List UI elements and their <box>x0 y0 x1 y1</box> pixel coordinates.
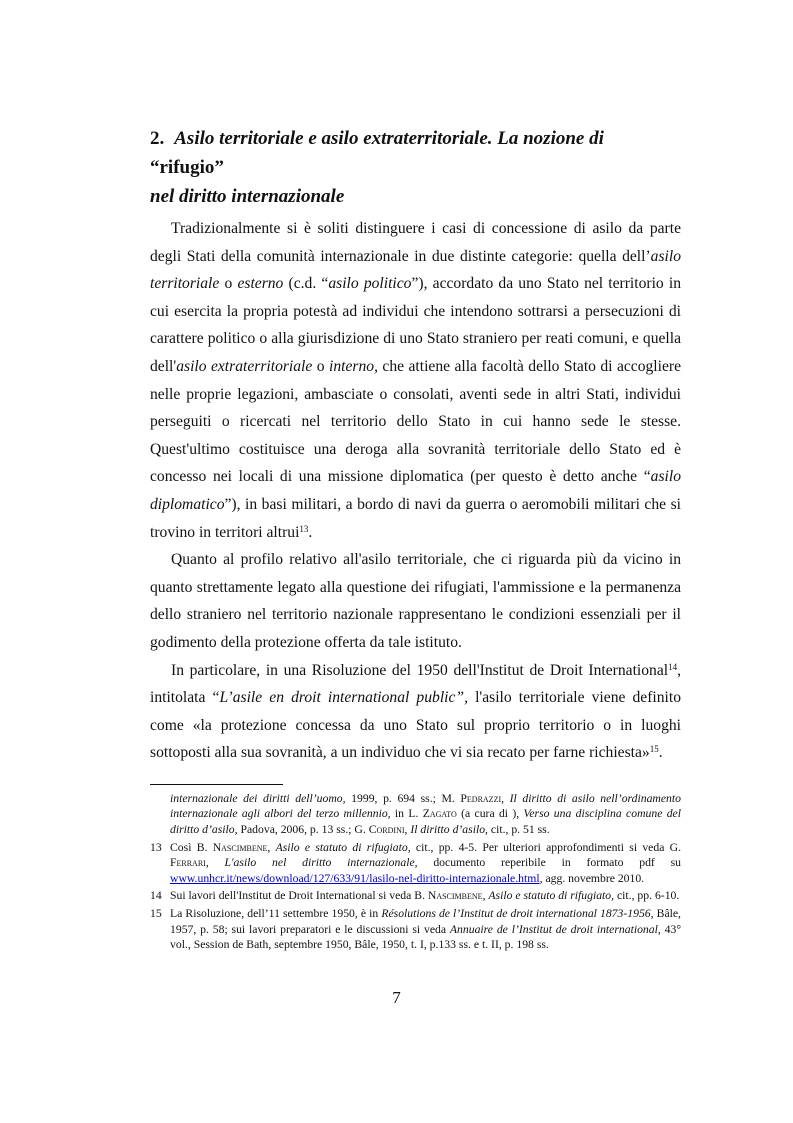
author-name: Ferrari <box>170 856 206 870</box>
author-name: Zagato <box>422 807 457 821</box>
text-run: , cit., p. 51 ss. <box>485 823 550 837</box>
text-run: o <box>312 357 330 375</box>
text-run: (c.d. “ <box>283 275 329 293</box>
italic-run: Verso una disciplina comune del diritto d’asilo, <box>170 807 681 837</box>
text-run: o <box>219 275 238 293</box>
italic-run: asilo politico <box>328 275 412 293</box>
text-run: , <box>205 856 225 870</box>
author-name: Cordini <box>368 823 405 837</box>
footnote-14 <box>150 888 681 904</box>
italic-run: Résolutions de l’Institut de droit international 1873-1956, <box>381 907 654 921</box>
paragraph-1 <box>150 215 681 546</box>
footnote-divider <box>150 784 283 785</box>
text-run: , <box>501 791 510 805</box>
section-number: 2. <box>150 128 165 149</box>
text-run: l'asilo territoriale viene definito come «la protezione concessa da uno Stato sul proprio territorio o in luoghi sottoposti alla sua sovranità, a un individuo che vi sia recato per farne richiesta» <box>150 689 681 762</box>
text-run: . <box>658 744 663 762</box>
author-name: Pedrazzi <box>460 791 502 805</box>
text-run: in L. <box>390 807 423 821</box>
author-name: Nascimbene <box>427 889 483 903</box>
text-run: , <box>482 889 489 903</box>
italic-run: L'asilo nel diritto internazionale <box>224 856 415 870</box>
text-run: , intitolata “ <box>150 661 681 707</box>
text-run: cit., pp. 4-5. Per ulteriori approfondimenti si veda G. <box>410 840 682 854</box>
footnote-continuation <box>150 791 681 838</box>
footnote-13 <box>150 840 681 887</box>
footnote-ref-13[interactable]: 13 <box>299 523 309 534</box>
text-run: 1999, p. 694 ss.; M. <box>345 791 461 805</box>
heading-quote-close: ” <box>214 157 224 178</box>
text-run: , <box>404 823 411 837</box>
text-run: , 43° vol., Session de Bath, septembre 1950, Bâle, 1950, t. I, p.133 ss. e t. II, p. 198 ss. <box>170 922 681 952</box>
text-run: (a cura di ), <box>456 807 524 821</box>
text-run: . <box>308 523 313 541</box>
paragraph-2: Quanto al profilo relativo all'asilo territoriale, che ci riguarda più da vicino in quanto strettamente legato alla questione dei rifugiati, l'ammissione e la permanenza dello straniero nel territorio nazionale rappresentano le condizioni essenziali per il godimento della protezione offerta da tale istituto. <box>150 551 681 651</box>
footnote-number: 13 <box>150 840 162 854</box>
footnote-number: 14 <box>150 889 162 903</box>
heading-text-part1: Asilo territoriale e asilo extraterritoriale. La nozione di <box>174 128 604 149</box>
italic-run: asilo diplomatico <box>150 468 681 513</box>
text-run: Bâle, 1957, p. 58; sui lavori preparatori e le discussioni si veda <box>170 907 681 936</box>
heading-keyword: rifugio <box>159 157 215 178</box>
text-run: Sui lavori dell'Institut de Droit International si veda B. <box>170 889 428 903</box>
italic-run: asilo extraterritoriale <box>176 357 313 375</box>
text-run: Così B. <box>170 840 213 854</box>
page-number: 7 <box>392 988 401 1007</box>
text-run: ”), in basi militari, a bordo di navi da guerra o aeromobili militari che si trovino in territori altrui <box>150 495 681 541</box>
text-run: In particolare, in una Risoluzione del 1950 dell'Institut de Droit International <box>171 661 669 679</box>
text-run: , che attiene alla facoltà dello Stato di accogliere nelle proprie legazioni, ambasciate o consolati, aventi sede in altri Stati, individui perseguiti o ricercati nel territorio dello Stato in cui hanno sede le stesse. Quest'ultimo costituisce una deroga alla sovranità territoriale dello Stato ed è concesso nei locali di una missione diplomatica (per questo è detto anche “ <box>150 357 682 486</box>
heading-text-part2: nel diritto internazionale <box>150 186 345 207</box>
page-content <box>150 124 681 955</box>
footnote-ref-14[interactable]: 14 <box>668 661 678 672</box>
text-run: , agg. novembre 2010. <box>539 871 645 885</box>
text-run: Tradizionalmente si è soliti distinguere i casi di concessione di asilo da parte degli Stati della comunità internazionale in due distinte categorie: quella dell’ <box>150 220 681 265</box>
italic-run: Il diritto di asilo nell’ordinamento internazionale agli albori del terzo millennio, <box>170 791 681 821</box>
italic-run: internazionale dei diritti dell’uomo, <box>170 791 346 805</box>
italic-run: esterno <box>237 275 284 293</box>
unhcr-link[interactable]: www.unhcr.it/news/download/127/633/91/lasilo-nel-diritto-internazionale.html <box>170 871 540 885</box>
italic-run: Asilo e statuto di rifugiato, <box>488 889 615 903</box>
italic-run: Il diritto d’asilo <box>410 823 486 837</box>
italic-run: Asilo e statuto di rifugiato, <box>275 840 411 854</box>
text-run: ”), accordato da uno Stato nel territorio in cui esercita la propria potestà ad individui che intendono sottrarsi a persecuzioni di carattere politico o alla giurisdizione di uno Stato straniero per reati comuni, e quella dell' <box>150 275 682 375</box>
footnote-15 <box>150 906 681 953</box>
text-run: , <box>267 840 276 854</box>
italic-run: interno <box>329 357 375 375</box>
author-name: Nascimbene <box>212 840 268 854</box>
text-run: cit., pp. 6-10. <box>614 889 680 903</box>
text-run: La Risoluzione, dell’11 settembre 1950, è in <box>170 907 382 921</box>
italic-run: asilo territoriale <box>150 247 681 293</box>
italic-run: L’asile en droit international public”, <box>219 689 468 707</box>
text-run: Padova, 2006, p. 13 ss.; G. <box>237 823 369 837</box>
section-heading <box>150 124 681 211</box>
footnote-ref-15[interactable]: 15 <box>649 744 659 755</box>
footnote-number: 15 <box>150 907 162 921</box>
heading-quote-open: “ <box>150 157 160 178</box>
text-run: , documento reperibile in formato pdf su <box>414 856 681 870</box>
paragraph-3 <box>150 657 681 767</box>
italic-run: Annuaire de l’Institut de droit international <box>449 922 658 936</box>
